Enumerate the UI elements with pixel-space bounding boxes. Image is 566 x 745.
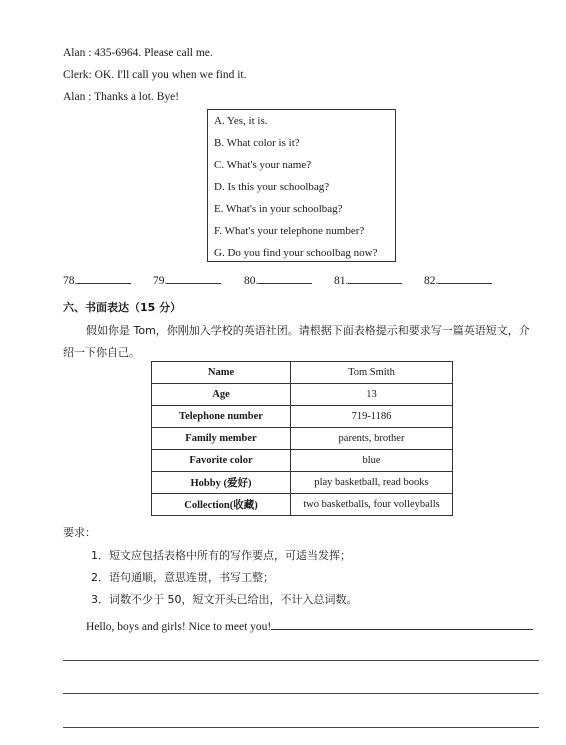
table-row	[152, 362, 453, 384]
answer-blank-82[interactable]: 82.	[424, 272, 492, 287]
writing-line[interactable]	[271, 618, 533, 630]
option-e: E. What's in your schoolbag?	[214, 203, 343, 215]
requirements-label: 要求：	[63, 526, 96, 539]
option-a: A. Yes, it is.	[214, 115, 268, 127]
answer-blank-80[interactable]: 80.	[244, 272, 312, 287]
table-key: Collection(收藏)	[152, 494, 291, 516]
info-table	[151, 361, 453, 516]
table-value: Tom Smith	[291, 362, 453, 384]
answer-blank-78[interactable]: 78.	[63, 272, 131, 287]
table-row	[152, 406, 453, 428]
table-key: Favorite color	[152, 450, 291, 472]
requirement-3: 3．词数不少于 50，短文开头已给出，不计入总词数。	[91, 593, 358, 606]
intro-sentence: Hello, boys and girls! Nice to meet you!	[86, 618, 533, 633]
writing-line[interactable]	[63, 727, 539, 728]
table-value: play basketball, read books	[291, 472, 453, 494]
table-row	[152, 450, 453, 472]
option-c: C. What's your name?	[214, 159, 312, 171]
table-row	[152, 428, 453, 450]
table-value: parents, brother	[291, 428, 453, 450]
option-f: F. What's your telephone number?	[214, 225, 365, 237]
option-d: D. Is this your schoolbag?	[214, 181, 330, 193]
table-key: Hobby (爱好)	[152, 472, 291, 494]
answer-blank-81[interactable]: 81.	[334, 272, 402, 287]
dialogue-line-2: Clerk: OK. I'll call you when we find it.	[63, 69, 247, 81]
table-key: Family member	[152, 428, 291, 450]
table-key: Name	[152, 362, 291, 384]
table-value: blue	[291, 450, 453, 472]
table-value: 13	[291, 384, 453, 406]
writing-line[interactable]	[63, 693, 539, 694]
options-box	[207, 109, 396, 262]
option-b: B. What color is it?	[214, 137, 300, 149]
option-g: G. Do you find your schoolbag now?	[214, 247, 378, 259]
prompt-line-1: 假如你是 Tom，你刚加入学校的英语社团。请根据下面表格提示和要求写一篇英语短文，介	[86, 324, 530, 337]
prompt-line-2: 绍一下你自己。	[63, 346, 140, 359]
answer-blank-79[interactable]: 79.	[153, 272, 221, 287]
table-key: Age	[152, 384, 291, 406]
dialogue-line-1: Alan : 435-6964. Please call me.	[63, 47, 213, 59]
writing-line[interactable]	[63, 660, 539, 661]
table-key: Telephone number	[152, 406, 291, 428]
table-row	[152, 494, 453, 516]
section-heading: 六、书面表达（15 分）	[63, 301, 182, 314]
table-row	[152, 472, 453, 494]
table-row	[152, 384, 453, 406]
table-value: 719-1186	[291, 406, 453, 428]
table-value: two basketballs, four volleyballs	[291, 494, 453, 516]
requirement-2: 2．语句通顺，意思连贯，书写工整；	[91, 571, 274, 584]
dialogue-line-3: Alan : Thanks a lot. Bye!	[63, 91, 180, 103]
requirement-1: 1．短文应包括表格中所有的写作要点，可适当发挥；	[91, 549, 351, 562]
